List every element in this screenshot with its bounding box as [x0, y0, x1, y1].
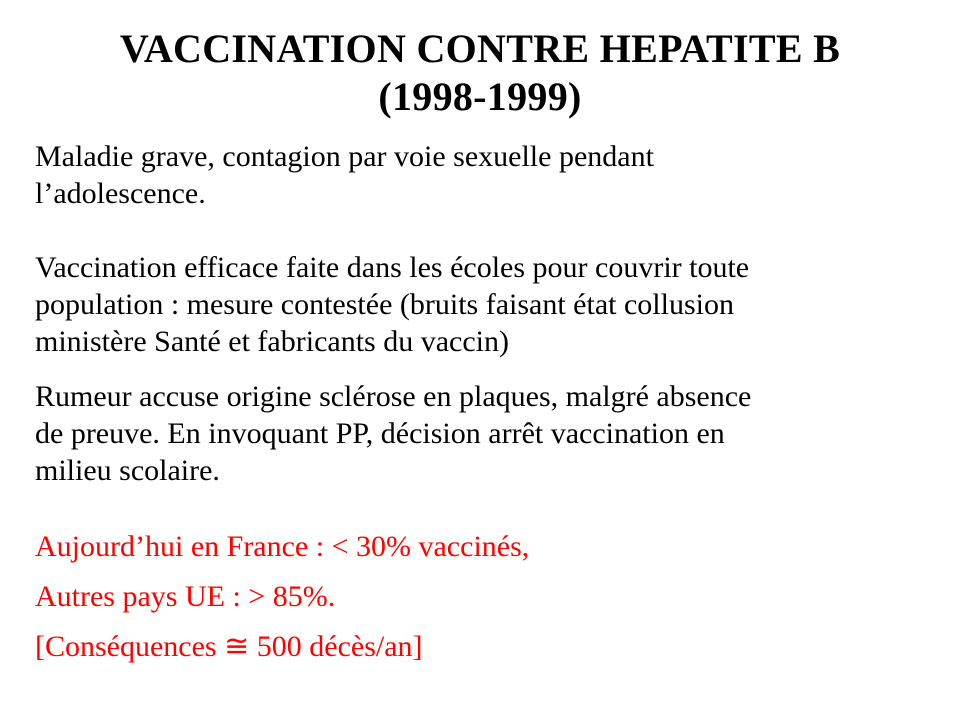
paragraph-line: milieu scolaire. [35, 454, 220, 487]
paragraph-line: Maladie grave, contagion par voie sexuelle pendant [35, 140, 654, 173]
paragraph-disease [35, 138, 935, 212]
paragraph-line: l’adolescence. [35, 177, 206, 210]
paragraph-line: de preuve. En invoquant PP, décision arrêt vaccination en [35, 417, 725, 450]
paragraph-rumor [35, 378, 935, 489]
highlight-france-rate: Aujourd’hui en France : < 30% vaccinés, [35, 530, 530, 563]
paragraph-line: Vaccination efficace faite dans les écoles pour couvrir toute [35, 251, 750, 284]
slide-subtitle-years: (1998-1999) [378, 74, 582, 119]
paragraph-line: ministère Santé et fabricants du vaccin) [35, 325, 509, 358]
highlight-eu-rate: Autres pays UE : > 85%. [35, 580, 336, 613]
highlight-consequences: [Conséquences ≅ 500 décès/an] [35, 630, 423, 663]
paragraph-vaccination [35, 249, 935, 360]
paragraph-line: Rumeur accuse origine sclérose en plaques, malgré absence [35, 380, 752, 413]
slide-title: VACCINATION CONTRE HEPATITE B [119, 26, 841, 71]
paragraph-line: population : mesure contestée (bruits faisant état collusion [35, 288, 734, 321]
